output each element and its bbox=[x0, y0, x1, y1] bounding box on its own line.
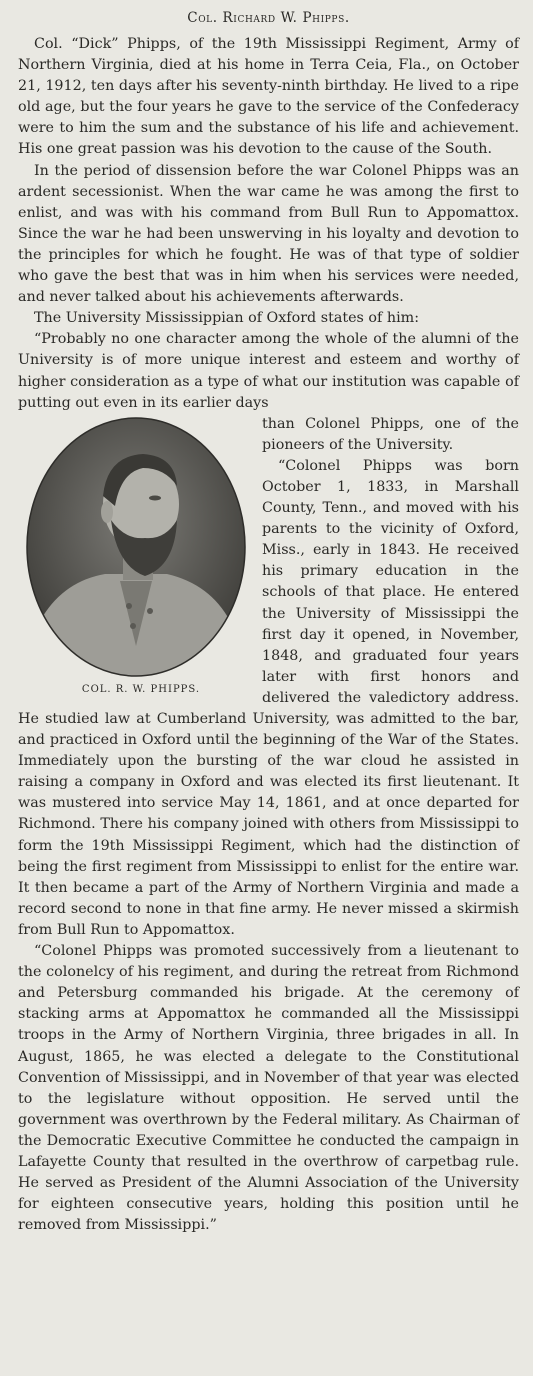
paragraph-quote-start: “Probably no one character among the whole of the alumni of the University is of more unique interest and esteem and worthy of higher consideration as a type of what our institution was capable of putting out even in its earlier days bbox=[18, 331, 519, 411]
paragraph-secessionist: In the period of dissension before the war Colonel Phipps was an ardent secessionist. When the war came he was among the first to enlist, and was with his command from Bull Run to Appomattox. Since the war he had been unswerving in his loyalty and devotion to the principles for which he fought. He was of that type of soldier who gave the best that was in him when his services were needed, and never talked about his achievements afterwards. bbox=[18, 162, 519, 306]
paragraph-obituary-intro: Col. “Dick” Phipps, of the 19th Mississippi Regiment, Army of Northern Virginia, died at his home in Terra Ceia, Fla., on October 21, 1912, ten days after his seventy-ninth birthday. He lived to a ripe old age, but the four years he gave to the service of the Confederacy were to him the sum and the substance of his life and achievement. His one great passion was his devotion to the cause of the South. bbox=[18, 36, 519, 158]
portrait-image bbox=[25, 416, 247, 678]
paragraph-mississippian-intro: The University Mississippian of Oxford states of him: bbox=[34, 310, 420, 327]
paragraph-career: “Colonel Phipps was promoted successively from a lieutenant to the colonelcy of his regiment, and during the retreat from Richmond and Petersburg commanded his brigade. At the ceremony of stacking arms at Appomattox he commanded all the Mississippi troops in the Army of Northern Virginia, three brigades in all. In August, 1865, he was elected a delegate to the Constitutional Convention of Mississippi, and in November of that year was elected to the legislature without opposition. He served until the government was overthrown by the Federal military. As Chairman of the Democratic Executive Committee he conducted the campaign in Lafayette County that resulted in the overthrow of carpetbag rule. He served as President of the Alumni Association of the University for eighteen consecutive years, holding this position until he removed from Mississippi.” bbox=[18, 943, 519, 1234]
paragraph-quote-continued: than Colonel Phipps, one of the pioneers of the University. bbox=[262, 415, 519, 453]
article-title: Col. Richard W. Phipps. bbox=[187, 10, 350, 26]
portrait-figure bbox=[18, 416, 254, 695]
paragraph-biography: “Colonel Phipps was born October 1, 1833, in Marshall County, Tenn., and moved with his parents to the vicinity of Oxford, Miss., early in 1843. He received his primary education in the schools of that place. He entered the University of Mississippi the first day it opened, in November, 1848, and graduated four years later with first honors and delivered the valedictory address. He studied law at Cumberland University, was admitted to the bar, and practiced in Oxford until the beginning of the War of the States. Immediately upon the bursting of the war cloud he assisted in raising a company in Oxford and was elected its first lieutenant. It was mustered into service May 14, 1861, and at once departed for Richmond. There his company joined with others from Mississippi to form the 19th Mississippi Regiment, which had the distinction of being the first regiment from Mississippi to enlist for the entire war. It then became a part of the Army of Northern Virginia and made a record second to none in that fine army. He never missed a skirmish from Bull Run to Appomattox. bbox=[18, 457, 519, 938]
portrait-caption: COL. R. W. PHIPPS. bbox=[81, 683, 201, 695]
